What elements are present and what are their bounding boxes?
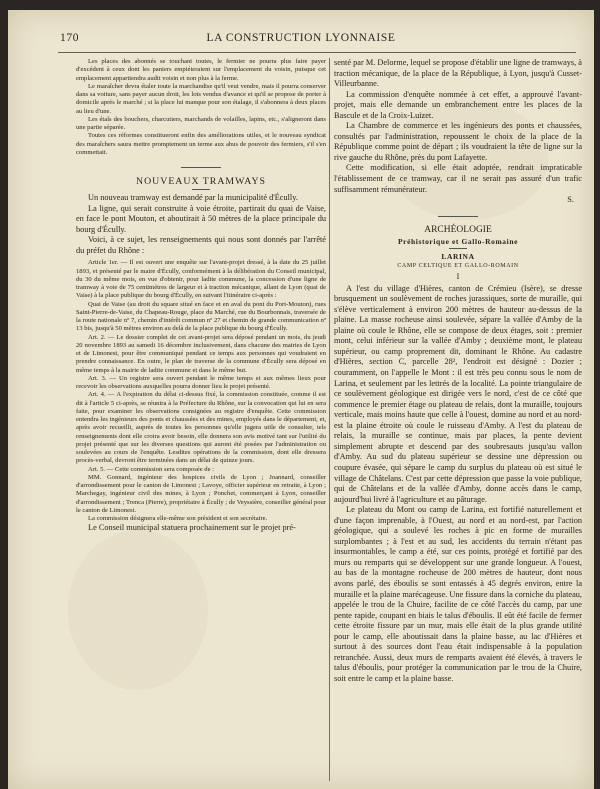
continuation-paragraph: La commission d'enquête nommée à cet effet, a approuvé l'avant-projet, mais elle demande un embranchement entre les places de la Bascule et de la Croix-Luizet. [334,89,582,120]
closing-paragraph: Le Conseil municipal statuera prochainement sur le projet pré- [88,523,296,533]
section-separator [181,167,221,168]
intro-paragraph: Les places des abonnés se touchant toutes, le fermier ne pourra plus faire payer d'excédent à ceux dont les paniers empiéteraient sur l'emplacement du voisin, puisque cet emplacement appartiendra audit voisin et non plus à la ferme. [76,58,326,82]
article-paragraph: Art. 2. — Le dossier complet de cet avant-projet sera déposé pendant un mois, du jeudi 20 novembre 1893 au samedi 16 décembre inclusivement, dans chacune des mairies de Lyon et de Limonest, pour être communiqué pendant ce temps aux personnes qui voudraient en prendre connaissance. En outre, le plan de traverse de la commune d'Écully sera déposé en même temps à la mairie de ladite commune et dans le même but. [76,333,326,374]
intro-paragraph: Le maraîcher devra étaler toute la marchandise qu'il veut vendre, mais il pourra conserver dans sa voiture, sans payer aucun droit, les lots vendus d'avance et qu'il se propose de porter à domicile après le marché ; si la place lui manque pour son étalage, il s'abonnera à deux places au lieu d'une. [76,82,326,115]
running-header [8,32,594,48]
newspaper-page [8,10,594,789]
intro-paragraph: Les étals des bouchers, charcutiers, marchands de volailles, lapins, etc., s'aligneront dans une partie séparée. [76,115,326,131]
header-rule [58,52,576,53]
left-column [76,58,326,534]
lead-paragraph: Voici, à ce sujet, les renseignements qui nous sont donnés par l'arrêté du préfet du Rhône : [76,235,326,255]
section-separator [438,216,478,217]
article-paragraph: MM. Gonnard, ingénieur des hospices civils de Lyon ; Joannard, conseiller d'arrondissement pour le canton de Limonest ; Lavoye, officier supérieur en retraite, à Lyon ; Marchegay, ingénieur civil des mines, à Lyon ; Ponchet, commerçant à Lyon, conseiller d'arrondissement ; Trenca (Pierre), propriétaire à Écully ; de Veyssière, conseiller général pour le canton de Limonest. [76,473,326,514]
body-paragraph: Le plateau du Mont ou camp de Larina, est fortifié naturellement et d'une façon imprenable, à l'Ouest, au nord et au nord-est, par l'action géologique, qui a soulevé les roches à pic en forme de murailles surplombantes ; à l'est et au sud, les accidents du terrain n'étant pas insurmontables, le camp a été, sur ces points, protégé et fortifié par des murs ou remparts qui se développent sur une grande longueur. A l'ouest, au bas de la montagne rocheuse de 200 mètres de hauteur, dont nous avons parlé, des éboulis se sont entassés à 45 degrés environ, entre la muraille et la plaine marécageuse. Une fissure dans la corniche du plateau, appelée le trou de la Chuire, facilite de ce côté l'accès du camp, par une pente rapide, coupant en biais le talus d'éboulis. Il eût été facile de fermer cette étroite fissure par un mur, mais elle était de la plus grande utilité pour le camp, elle aboutissait dans la plaine basse, au lac d'Hières et surtout à des sources dont l'eau était indispensable à la population retranchée. Aussi, deux murs de remparts avaient été élevés, à travers le talus d'éboulis, pour protéger la communication par le trou de la Chuire, soit entre le camp et la plaine basse. [334,505,582,683]
section-subtitle: Préhistorique et Gallo-Romaine [397,236,519,246]
article-paragraph: La commission désignera elle-même son président et son secrétaire. [88,515,268,523]
continuation-paragraph: senté par M. Delorme, lequel se propose d'établir une ligne de tramways, à traction mécanique, de la place de la République, à Lyon, jusqu'à Cusset-Villeurbanne. [334,58,582,89]
lead-paragraph: La ligne, qui serait construite à voie étroite, partirait du quai de Vaise, en face le pont Mouton, et aboutirait à 50 mètres de la place principale du bourg d'Écully. [76,203,326,234]
title-rule [192,189,210,190]
article-paragraph: Quai de Vaise (au droit du square situé en face et en aval du pont du Port-Mouton), rues Saint-Pierre-de-Vaise, du Chapeau-Rouge, place du Marché, rue du Bourbonnais, traversée de la route nationale nº 7, chemin d'intérêt commun nº 27 et chemin de grande communication nº 13 bis, jusqu'à 50 mètres environ au delà de la place publique du bourg d'Écully. [76,300,326,333]
part-number: I [456,271,460,281]
section-title-tramways: NOUVEAUX TRAMWAYS [136,176,266,187]
continuation-paragraph: Cette modification, si elle était adoptée, rendrait impraticable l'établissement de ce tramway, car il ne serait pas assuré d'un trafic suffisamment rémunérateur. [334,163,582,194]
title-rule [449,248,467,249]
section-title-archeologie: ARCHÉOLOGIE [424,224,492,235]
article-title: LARINA [441,251,475,261]
lead-paragraph: Un nouveau tramway est demandé par la municipalité d'Écully. [88,193,298,202]
article-paragraph: Art. 3. — Un registre sera ouvert pendant le même temps et aux mêmes lieux pour recevoir les observations auxquelles pourra donner lieu le projet présenté. [76,374,326,391]
article-paragraph: Art. 4. — A l'expiration du délai ci-dessus fixé, la commission constituée, comme il est dit à l'article 5 ci-après, se réunira à la Préfecture du Rhône, sur la convocation qui lui en sera faite, pour examiner les observations consignées au registre d'enquête. Cette commission entendra les ingénieurs des ponts et chaussées et des mines, employés dans le département, et, après avoir recueilli, auprès de toutes les personnes qu'elle jugera utile de consulter, tels renseignements dont elle croira avoir besoin, elle donnera son avis motivé tant sur l'utilité du projet présenté que sur les diverses questions qui auront été posées par l'administration ou soulevées au cours de l'enquête. Lesdites opérations de la commission, dont elle dressera procès-verbal, devront être terminées dans un délai de quinze jours. [76,391,326,465]
journal-title: LA CONSTRUCTION LYONNAISE [206,32,396,44]
right-column [334,58,582,684]
continuation-paragraph: La Chambre de commerce et les ingénieurs des ponts et chaussées, consultés par l'administration, repoussent le choix de la place de la République comme point de départ ; ils voudraient la tête de ligne sur la rive gauche du Rhône, près du pont Lafayette. [334,121,582,162]
article-paragraph: Article 1er. — Il est ouvert une enquête sur l'avant-projet dressé, à la date du 25 juillet 1893, et présenté par le maire d'Écully, conformément à la délibération du Conseil municipal, du 30 du même mois, en vue d'obtenir, pour ladite commune, la concession d'une ligne de tramway à voie de 75 centimètres de largeur et à traction mécanique, allant de Lyon (quai de Vaise) à la place publique du bourg d'Écully, en suivant l'itinéraire ci-après : [76,259,326,300]
page-number: 170 [60,32,80,44]
column-divider [329,58,330,781]
article-paragraph: Art. 5. — Cette commission sera composée de : [88,465,214,473]
intro-paragraph: Toutes ces réformes constitueront enfin des améliorations utiles, et le nouveau syndicat des maraîchers saura mettre promptement un terme aux abus de pouvoir des fermiers, s'il s'en commettait. [76,132,326,156]
article-subtitle: CAMP CELTIQUE ET GALLO-ROMAIN [397,262,519,269]
signature: S. [567,195,574,205]
body-paragraph: A l'est du village d'Hières, canton de Crémieu (Isère), se dresse brusquement un soulèvement de roches jurassiques, sorte de muraille, qui s'élève verticalement à environ 200 mètres de hauteur au-dessus de la plaine. La masse rocheuse ainsi soulevée, sépare la vallée d'Amby de la plaine où coule le Rhône, elle se compose de deux étages, soit : premier mont, celui inférieur sur la vallée d'Amby ; deuxième mont, le plateau supérieur, ou camp proprement dit, dominant le Rhône. Au cadastre d'Hières, section C, parcelle 28², l'endroit est désigné : Dozier ; couramment, on l'appelle le Mont : il est très peu connu sous le nom de Larina, et seulement par les lettrés de la localité. La pointe triangulaire de ce soulèvement géologique est dirigée vers le nord, c'est de ce côté que commence le premier étage ou plateau de relais, dont la muraille, toujours verticale, mais moins haute que celle à l'ouest, domine au nord et au nord-est la plaine étroite où coule le ruisseau d'Amby. A l'est du plateau de relais, la muraille se continue, mais par places, la pente devient simplement abrupte et descend par des soubresauts jusqu'au vallon d'Amby. Au sud du plateau supérieur se dessine une dépression ou coupure évasée, qui sépare le camp du surplus du plateau où est situé le village de Châtelans. C'est par cette dépression que passe la voie publique, qui de Châtelans et de la vallée d'Amby, donne accès dans le camp, aujourd'hui livré à l'agriculture et au pâturage. [334,283,582,504]
